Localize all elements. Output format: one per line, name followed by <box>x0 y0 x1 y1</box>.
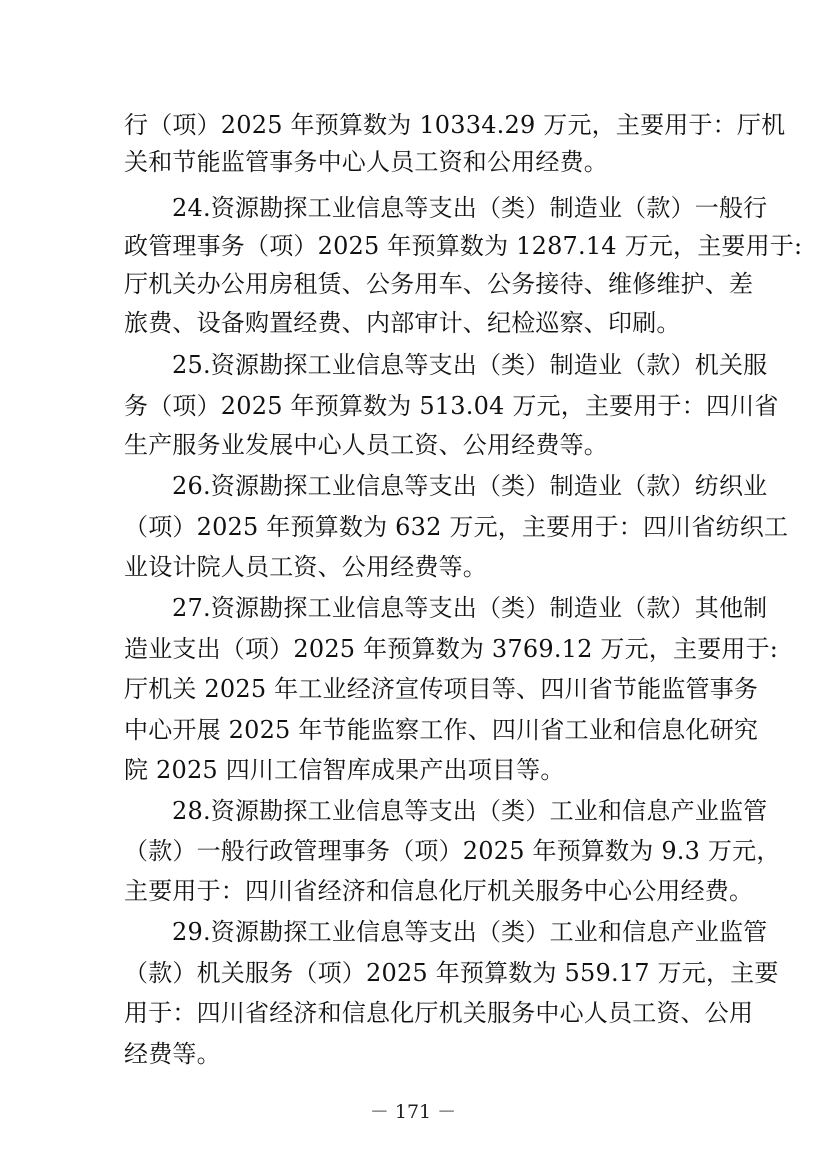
text-line: 27.资源勘探工业信息等支出（类）制造业（款）其他制 <box>172 594 768 622</box>
text-line: 经费等。 <box>124 1040 221 1068</box>
text-line: 中心开展 2025 年节能监察工作、四川省工业和信息化研究 <box>124 716 759 744</box>
text-line: 院 2025 四川工信智库成果产出项目等。 <box>124 756 565 784</box>
text-line: 生产服务业发展中心人员工资、公用经费等。 <box>124 431 608 459</box>
text-line: 28.资源勘探工业信息等支出（类）工业和信息产业监管 <box>172 797 768 825</box>
page-number: － 171 － <box>369 1101 457 1123</box>
text-line: 行（项）2025 年预算数为 10334.29 万元，主要用于：厅机 <box>124 111 786 139</box>
text-line: 厅机关办公用房租赁、公务用车、公务接待、维修维护、差 <box>124 270 754 298</box>
text-line: 旅费、设备购置经费、内部审计、纪检巡察、印刷。 <box>124 309 681 337</box>
text-line: 主要用于：四川省经济和信息化厅机关服务中心公用经费。 <box>124 877 754 905</box>
text-line: 业设计院人员工资、公用经费等。 <box>124 553 487 581</box>
text-line: 25.资源勘探工业信息等支出（类）制造业（款）机关服 <box>172 351 768 379</box>
text-line: 26.资源勘探工业信息等支出（类）制造业（款）纺织业 <box>172 472 768 500</box>
text-line: 务（项）2025 年预算数为 513.04 万元，主要用于：四川省 <box>124 392 779 420</box>
text-line: （款）机关服务（项）2025 年预算数为 559.17 万元，主要 <box>124 959 779 987</box>
text-line: 用于：四川省经济和信息化厅机关服务中心人员工资、公用 <box>124 999 754 1027</box>
text-line: （款）一般行政管理事务（项）2025 年预算数为 9.3 万元， <box>124 837 781 865</box>
text-line: 政管理事务（项）2025 年预算数为 1287.14 万元，主要用于: <box>124 232 803 260</box>
text-line: 造业支出（项）2025 年预算数为 3769.12 万元，主要用于: <box>124 635 779 663</box>
text-line: 厅机关 2025 年工业经济宣传项目等、四川省节能监管事务 <box>124 675 759 703</box>
text-line: 24.资源勘探工业信息等支出（类）制造业（款）一般行 <box>172 194 768 222</box>
text-line: 关和节能监管事务中心人员工资和公用经费。 <box>124 148 608 176</box>
text-line: 29.资源勘探工业信息等支出（类）工业和信息产业监管 <box>172 918 768 946</box>
text-line: （项）2025 年预算数为 632 万元，主要用于：四川省纺织工 <box>124 513 789 541</box>
